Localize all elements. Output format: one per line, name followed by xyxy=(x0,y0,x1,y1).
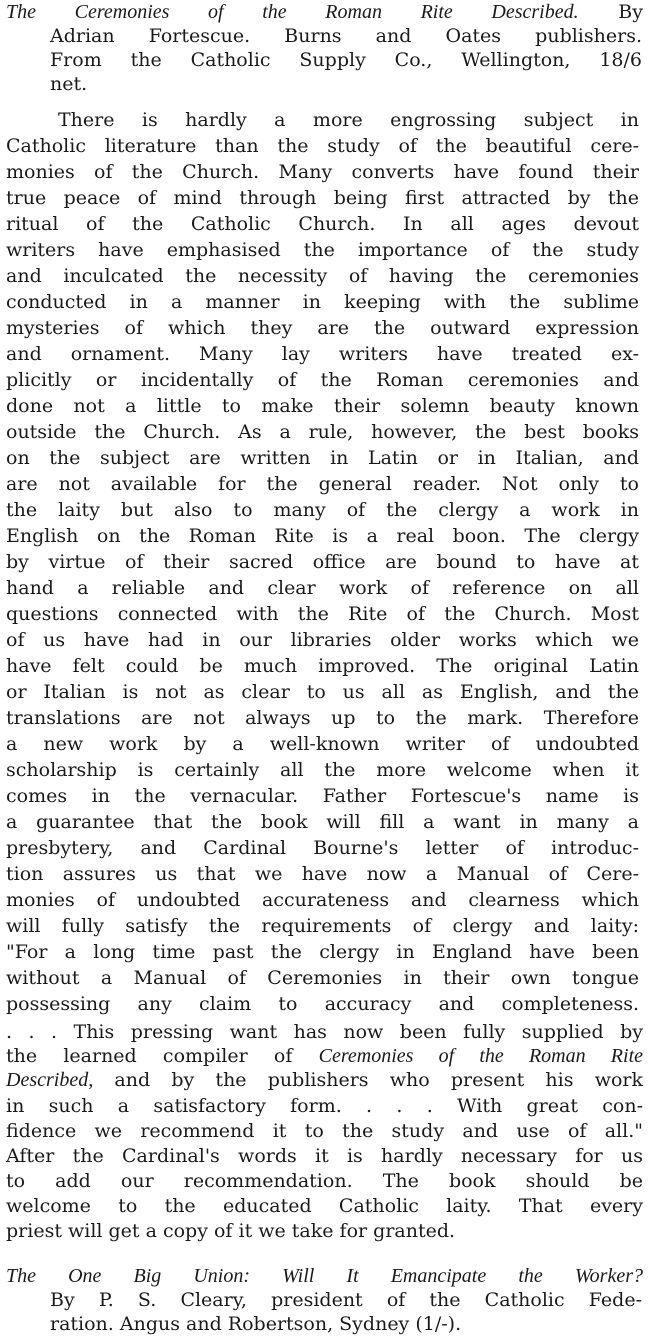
quote-line: Described, and by the publishers who present his work xyxy=(6,1069,643,1091)
meta-line: By P. S. Cleary, president of the Catholic Fede- xyxy=(50,1289,642,1311)
body-line: plicitly or incidentally of the Roman ceremonies and xyxy=(6,369,639,391)
body-line: will fully satisfy the requirements of clergy and laity: xyxy=(6,915,639,937)
review-title-line xyxy=(6,0,643,24)
quote-line: . . . This pressing want has now been fully supplied by xyxy=(6,1021,643,1043)
body-line: monies of the Church. Many converts have found their xyxy=(6,161,639,183)
quote-line: the learned compiler of Ceremonies of the Roman Rite xyxy=(6,1045,643,1067)
body-line: to add our recommendation. The book should be xyxy=(6,1170,643,1192)
book-title: The One Big Union: Will It Emancipate the Worker? xyxy=(6,1265,643,1287)
body-line: monies of undoubted accurateness and clearness which xyxy=(6,889,639,911)
body-line: true peace of mind through being first attracted by the xyxy=(6,187,639,209)
book-title: The Ceremonies of the Roman Rite Described. xyxy=(6,1,579,23)
body-line: hand a reliable and clear work of reference on all xyxy=(6,577,639,599)
body-line: outside the Church. As a rule, however, the best books xyxy=(6,421,639,443)
body-line: priest will get a copy of it we take for granted. xyxy=(6,1220,456,1242)
body-line: a guarantee that the book will fill a want in many a xyxy=(6,811,639,833)
book-title-by: By xyxy=(618,1,643,23)
body-line: by virtue of their sacred office are bound to have at xyxy=(6,551,639,573)
meta-line: ration. Angus and Robertson, Sydney (1/-). xyxy=(50,1313,462,1335)
meta-line: From the Catholic Supply Co., Wellington, 18/6 xyxy=(50,49,642,71)
body-line: a new work by a well-known writer of undoubted xyxy=(6,733,639,755)
body-line: fidence we recommend it to the study and use of all." xyxy=(6,1120,643,1142)
body-line: and ornament. Many lay writers have treated ex- xyxy=(6,343,639,365)
body-line: presbytery, and Cardinal Bourne's letter of introduc- xyxy=(6,837,639,859)
body-line: or Italian is not as clear to us all as English, and the xyxy=(6,681,639,703)
body-line: Catholic literature than the study of the beautiful cere- xyxy=(6,135,639,157)
body-line: English on the Roman Rite is a real boon. The clergy xyxy=(6,525,639,547)
inline-book-title: Described, xyxy=(6,1069,94,1091)
meta-line: net. xyxy=(50,73,88,95)
body-line: without a Manual of Ceremonies in their own tongue xyxy=(6,967,639,989)
body-line: translations are not always up to the mark. Therefore xyxy=(6,707,639,729)
body-line: and inculcated the necessity of having the ceremonies xyxy=(6,265,639,287)
body-line: comes in the vernacular. Father Fortescue's name is xyxy=(6,785,639,807)
body-line: on the subject are written in Latin or in Italian, and xyxy=(6,447,639,469)
body-line: "For a long time past the clergy in England have been xyxy=(6,941,639,963)
body-line: ritual of the Catholic Church. In all ages devout xyxy=(6,213,639,235)
body-line: have felt could be much improved. The original Latin xyxy=(6,655,639,677)
body-line: done not a little to make their solemn beauty known xyxy=(6,395,639,417)
body-line: conducted in a manner in keeping with the sublime xyxy=(6,291,639,313)
body-line: of us have had in our libraries older works which we xyxy=(6,629,639,651)
body-line: welcome to the educated Catholic laity. That every xyxy=(6,1195,643,1217)
meta-line: Adrian Fortescue. Burns and Oates publishers. xyxy=(50,25,642,47)
body-line: possessing any claim to accuracy and completeness. xyxy=(6,993,639,1015)
body-line: scholarship is certainly all the more welcome when it xyxy=(6,759,639,781)
body-line: in such a satisfactory form. . . . With great con- xyxy=(6,1095,643,1117)
body-line: mysteries of which they are the outward expression xyxy=(6,317,639,339)
body-line: There is hardly a more engrossing subject in xyxy=(58,109,639,131)
body-line: After the Cardinal's words it is hardly necessary for us xyxy=(6,1145,643,1167)
review-title-line xyxy=(6,1264,643,1288)
body-line: tion assures us that we have now a Manual of Cere- xyxy=(6,863,639,885)
body-line: writers have emphasised the importance of the study xyxy=(6,239,639,261)
body-line: are not available for the general reader. Not only to xyxy=(6,473,639,495)
inline-book-title: Ceremonies of the Roman Rite xyxy=(318,1045,643,1067)
body-line: the laity but also to many of the clergy a work in xyxy=(6,499,639,521)
body-line: questions connected with the Rite of the Church. Most xyxy=(6,603,639,625)
